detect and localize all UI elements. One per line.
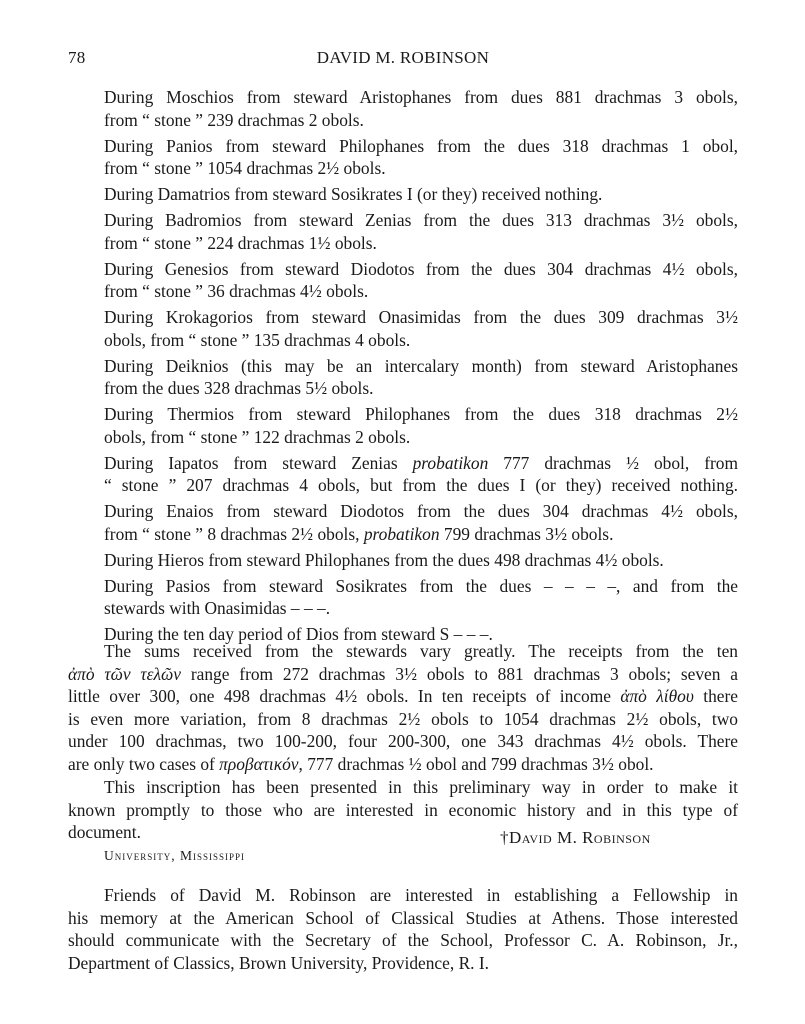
running-title: DAVID M. ROBINSON [316, 48, 490, 67]
entry-genesios [104, 258, 738, 303]
greek-phrase: προβατικόν [219, 753, 299, 774]
paragraph-line [68, 663, 738, 686]
entry-line: from “ stone ” 239 drachmas 2 obols. [104, 109, 364, 130]
greek-phrase: ἀπὸ τῶν τελῶν [68, 663, 182, 684]
entry-enaios [104, 500, 738, 545]
entry-line: During Damatrios from steward Sosikrates I (or they) received nothing. [104, 184, 603, 204]
entry-text: from “ stone ” 8 drachmas 2½ obols, [104, 523, 364, 544]
entry-hieros [104, 549, 738, 572]
fellowship-paragraph [68, 884, 738, 974]
entry-line: During Hieros from steward Philophanes from the dues 498 drachmas 4½ obols. [104, 549, 664, 570]
entry-line: During Genesios from steward Diodotos from the dues 304 drachmas 4½ obols, [104, 258, 738, 279]
entry-text: 777 drachmas ½ obol, from [488, 452, 738, 473]
monthly-receipts-list [104, 86, 738, 649]
entry-deiknios [104, 355, 738, 400]
author-affiliation: University, Mississippi [104, 848, 246, 863]
paragraph-line: should communicate with the Secretary of the School, Professor C. A. Robinson, Jr., [68, 930, 738, 951]
entry-badromios [104, 209, 738, 254]
probatikon-term: probatikon [363, 523, 440, 544]
entry-panios [104, 135, 738, 180]
entry-line: During Badromios from steward Zenias from the dues 313 drachmas 3½ obols, [104, 210, 738, 230]
entry-thermios [104, 403, 738, 448]
paragraph-line: known promptly to those who are interested in economic history and in this type of [68, 799, 738, 820]
entry-line: During Panios from steward Philophanes from the dues 318 drachmas 1 obol, [104, 135, 738, 156]
paragraph-line: Department of Classics, Brown University, Providence, R. I. [68, 952, 490, 973]
entry-text: During Iapatos from steward Zenias [104, 452, 413, 473]
paragraph-text: there [693, 686, 739, 707]
paragraph-line: is even more variation, from 8 drachmas 2½ obols to 1054 drachmas 2½ obols, two [68, 708, 738, 729]
paragraph-text: range from 272 drachmas 3½ obols to 881 drachmas 3 obols; seven a [181, 663, 739, 684]
entry-line: During the ten day period of Dios from steward S – – –. [104, 624, 493, 644]
entry-line: During Enaios from steward Diodotos from the dues 304 drachmas 4½ obols, [104, 501, 738, 521]
page-number: 78 [68, 48, 86, 67]
entry-line: from “ stone ” 36 drachmas 4½ obols. [104, 281, 369, 301]
entry-damatrios [104, 183, 738, 206]
entry-line: During Pasios from steward Sosikrates from the dues – – – –, and from the [104, 575, 738, 596]
paragraph-line: his memory at the American School of Classical Studies at Athens. Those interested [68, 907, 738, 928]
entry-line: During Thermios from steward Philophanes from the dues 318 drachmas 2½ [104, 404, 738, 424]
entry-moschios [104, 86, 738, 131]
entry-line: During Moschios from steward Aristophanes from dues 881 drachmas 3 obols, [104, 87, 738, 107]
paragraph-text: are only two cases of [68, 753, 220, 774]
paragraph-line: The sums received from the stewards vary greatly. The receipts from the ten [104, 641, 738, 661]
paragraph-line: document. [68, 822, 141, 843]
entry-line: obols, from “ stone ” 135 drachmas 4 obols. [104, 329, 411, 350]
entry-line: obols, from “ stone ” 122 drachmas 2 obols. [104, 426, 411, 447]
entry-line: During Krokagorios from steward Onasimidas from the dues 309 drachmas 3½ [104, 307, 738, 327]
entry-krokagorios [104, 306, 738, 351]
entry-text: 799 drachmas 3½ obols. [439, 523, 614, 544]
paragraph-line: Friends of David M. Robinson are interested in establishing a Fellowship in [104, 885, 738, 905]
entry-line [104, 523, 738, 546]
paragraph-line: This inscription has been presented in this preliminary way in order to make it [104, 777, 738, 797]
page-header [68, 48, 738, 72]
probatikon-term: probatikon [412, 452, 489, 473]
entry-line: from the dues 328 drachmas 5½ obols. [104, 378, 374, 398]
entry-iapatos [104, 452, 738, 497]
paragraph-text: , 777 drachmas ½ obol and 799 drachmas 3½ obol. [298, 753, 654, 774]
paragraph-line [68, 753, 738, 776]
paragraph-line: under 100 drachmas, two 100-200, four 200-300, one 343 drachmas 4½ obols. There [68, 731, 738, 752]
paragraph-line [68, 685, 738, 708]
paragraph-text: little over 300, one 498 drachmas 4½ obols. In ten receipts of income [68, 686, 621, 707]
entry-line: from “ stone ” 224 drachmas 1½ obols. [104, 232, 377, 253]
author-signature: †David M. Robinson [500, 828, 651, 847]
entry-pasios [104, 575, 738, 620]
entry-line: from “ stone ” 1054 drachmas 2½ obols. [104, 158, 386, 178]
entry-line: stewards with Onasimidas – – –. [104, 598, 331, 618]
entry-line: “ stone ” 207 drachmas 4 obols, but from the dues I (or they) received nothing. [104, 475, 738, 495]
sums-paragraph [68, 640, 738, 776]
greek-phrase: ἀπὸ λίθου [620, 686, 694, 707]
entry-line [104, 452, 738, 475]
entry-line: During Deiknios (this may be an intercalary month) from steward Aristophanes [104, 355, 738, 376]
